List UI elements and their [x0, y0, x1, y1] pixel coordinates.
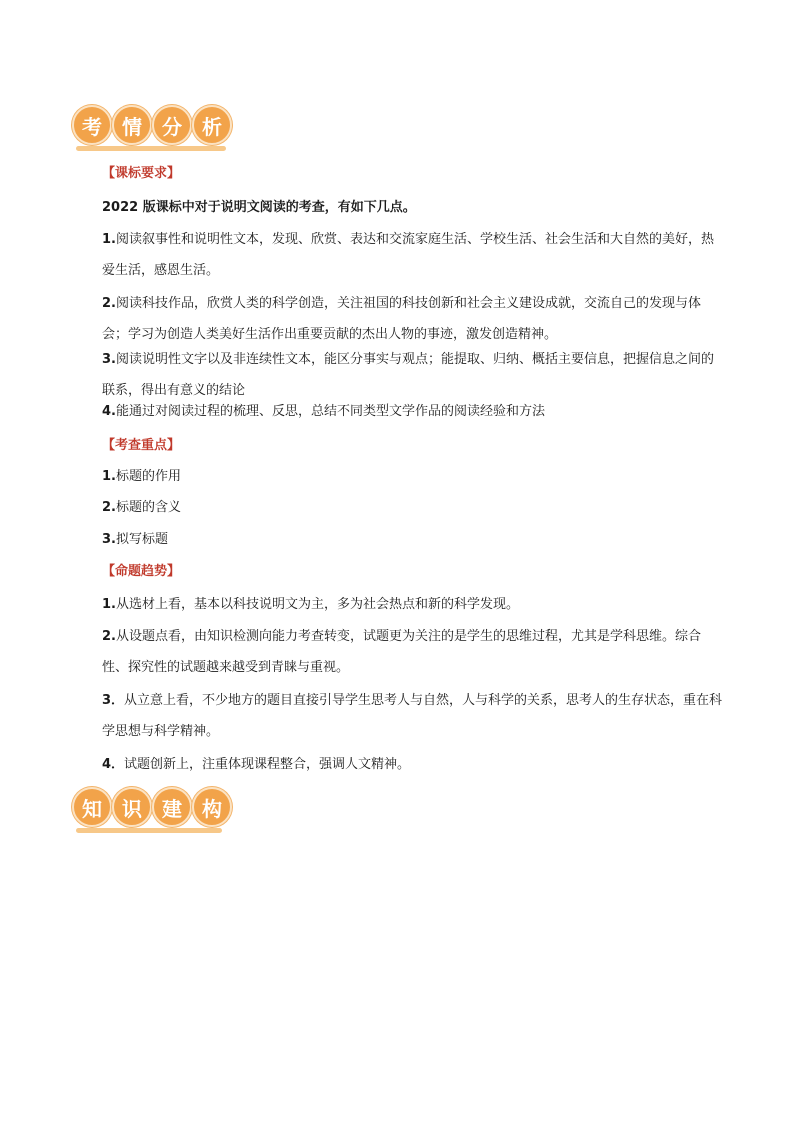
item-text: 试题创新上，注重体现课程整合，强调人文精神。: [124, 757, 411, 772]
item-text: 阅读科技作品，欣赏人类的科学创造，关注祖国的科技创新和社会主义建设成就，交流自己的发现与体会；学习为创造人类美好生活作出重要贡献的杰出人物的事迹，激发创造精神。: [102, 296, 701, 342]
item-number: 3.: [102, 352, 116, 367]
kaocha-item-2: [102, 492, 734, 523]
kebiao-heading: 【课标要求】: [102, 166, 181, 181]
item-number: 2.: [102, 500, 116, 515]
kebiao-item-1: [102, 224, 724, 286]
item-text: 标题的含义: [115, 500, 181, 515]
item-text: 阅读叙事性和说明性文本，发现、欣赏、表达和交流家庭生活、学校生活、社会生活和大自然的美好，热爱生活，感恩生活。: [102, 232, 714, 278]
banner-char: 建: [152, 787, 192, 827]
item-number: 2.: [102, 629, 116, 644]
kebiao-body: [102, 192, 734, 223]
banner-underline: [76, 146, 226, 151]
item-number: 4．: [102, 757, 125, 772]
kaocha-item-3: [102, 524, 734, 555]
section-banner-kaoqing: [72, 105, 228, 151]
kebiao-intro: 2022 版课标中对于说明文阅读的考查，有如下几点。: [102, 200, 416, 215]
item-number: 1.: [102, 232, 116, 247]
item-number: 1.: [102, 597, 116, 612]
kebiao-item-2: [102, 288, 724, 350]
banner-char: 考: [72, 105, 112, 145]
mingti-item-3: [102, 685, 730, 747]
banner-char: 构: [192, 787, 232, 827]
item-number: 3．: [102, 693, 125, 708]
item-number: 1.: [102, 469, 116, 484]
kebiao-section: [102, 164, 734, 184]
item-text: 从立意上看，不少地方的题目直接引导学生思考人与自然，人与科学的关系，思考人的生存状态，重在科学思想与科学精神。: [102, 693, 723, 739]
kaocha-item-1: [102, 461, 734, 492]
banner-circles: [72, 105, 232, 145]
item-number: 4.: [102, 404, 116, 419]
banner-char: 析: [192, 105, 232, 145]
mingti-item-2: [102, 621, 726, 683]
kaocha-heading: 【考查重点】: [102, 438, 181, 453]
section-banner-zhishi: [72, 787, 222, 833]
mingti-item-1: [102, 589, 734, 620]
item-number: 2.: [102, 296, 116, 311]
item-text: 阅读说明性文字以及非连续性文本，能区分事实与观点；能提取、归纳、概括主要信息，把握信息之间的联系，得出有意义的结论: [102, 352, 714, 398]
kebiao-item-4: [102, 396, 724, 427]
item-text: 能通过对阅读过程的梳理、反思，总结不同类型文学作品的阅读经验和方法: [115, 404, 545, 419]
banner-char: 情: [112, 105, 152, 145]
banner-char: 知: [72, 787, 112, 827]
banner-char: 识: [112, 787, 152, 827]
item-text: 从选材上看，基本以科技说明文为主，多为社会热点和新的科学发现。: [115, 597, 519, 612]
banner-char: 分: [152, 105, 192, 145]
item-text: 标题的作用: [115, 469, 181, 484]
item-text: 从设题点看，由知识检测向能力考查转变，试题更为关注的是学生的思维过程，尤其是学科思维。综合性、探究性的试题越来越受到青睐与重视。: [102, 629, 701, 675]
banner-circles: [72, 787, 232, 827]
item-text: 拟写标题: [115, 532, 168, 547]
mingti-item-4: [102, 749, 734, 780]
banner-underline: [76, 828, 222, 833]
item-number: 3.: [102, 532, 116, 547]
mingti-heading: 【命题趋势】: [102, 564, 181, 579]
kaocha-section: [102, 436, 734, 456]
mingti-section: [102, 562, 734, 582]
